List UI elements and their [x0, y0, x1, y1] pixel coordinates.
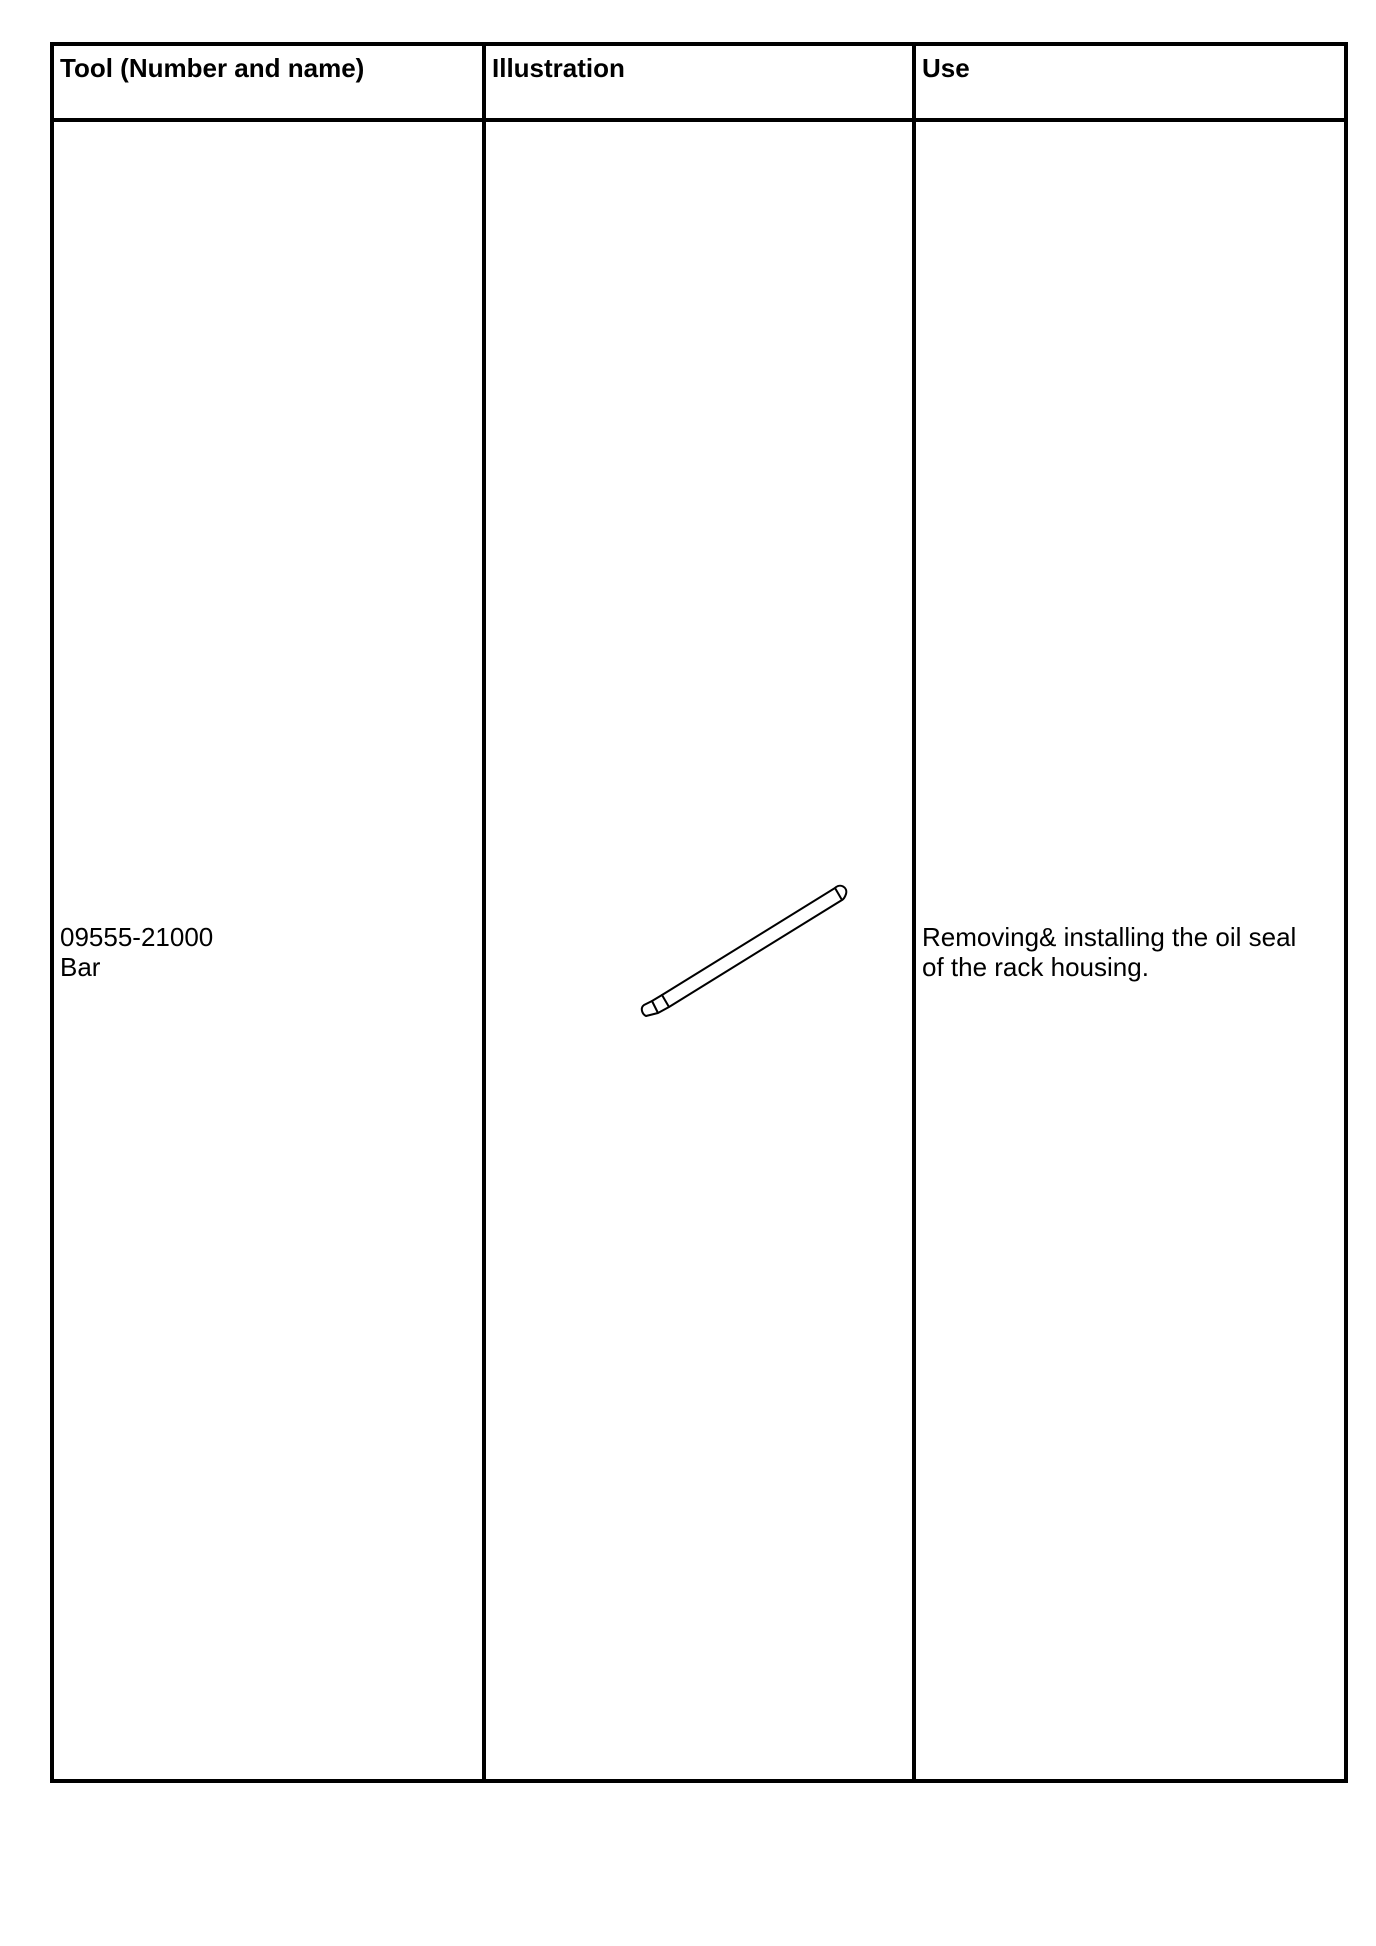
tool-number: 09555-21000: [60, 922, 214, 952]
header-use: Use: [922, 53, 970, 83]
header-divider: [54, 118, 1344, 122]
special-tool-table: [50, 42, 1348, 1783]
column-divider: [912, 46, 916, 1779]
column-divider: [482, 46, 486, 1779]
header-tool: Tool (Number and name): [60, 53, 365, 83]
tool-name: Bar: [60, 952, 101, 982]
use-description-line: of the rack housing.: [922, 952, 1149, 982]
bar-tool-illustration: [624, 876, 874, 1056]
header-illustration: Illustration: [492, 53, 625, 83]
use-description-line: Removing& installing the oil seal: [922, 922, 1297, 952]
